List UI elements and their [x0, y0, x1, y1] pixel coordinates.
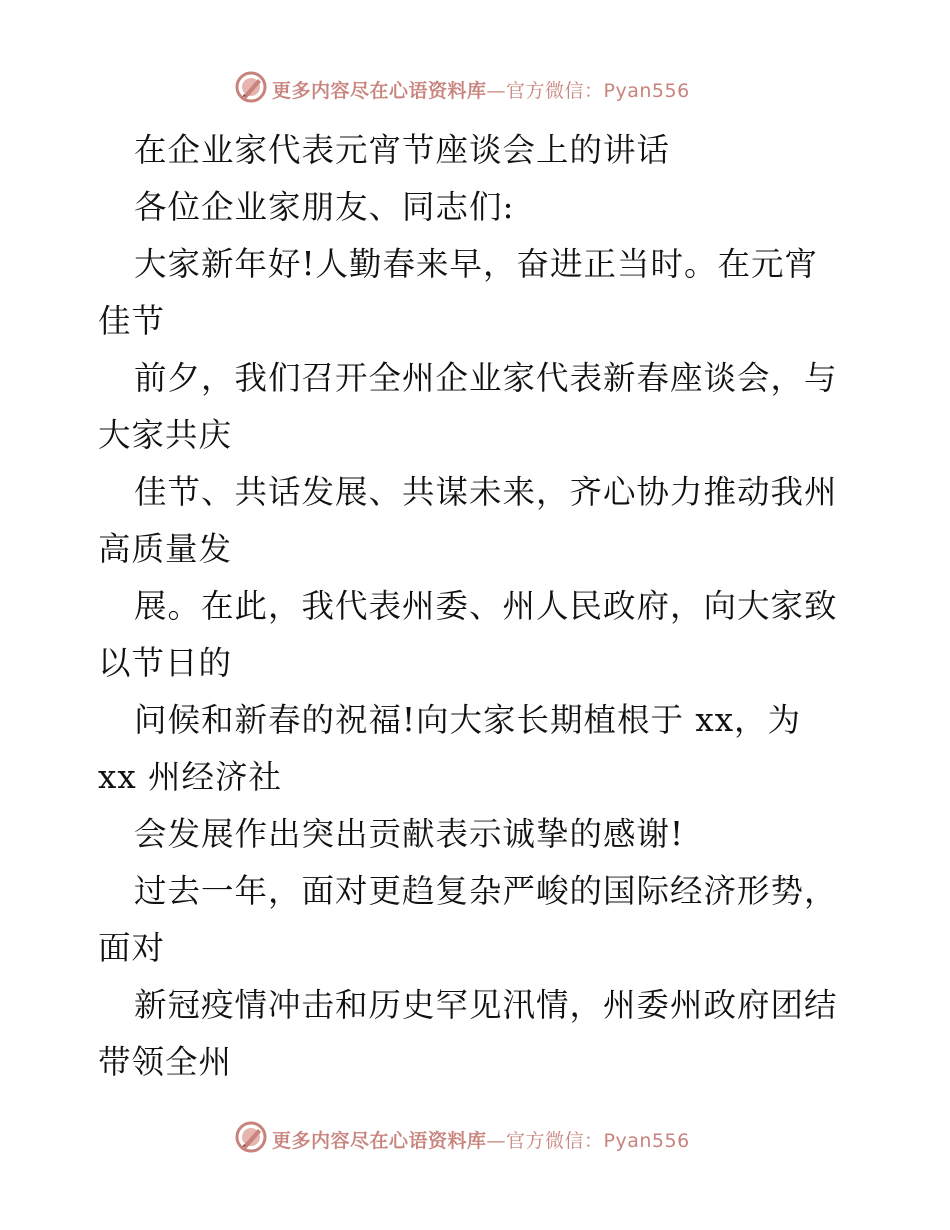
paragraph-line: 面对: [98, 929, 166, 967]
paragraph-line: 展。在此，我代表州委、州人民政府，向大家致: [134, 587, 838, 625]
paragraph-line: 以节日的: [98, 644, 233, 682]
document-title: 在企业家代表元宵节座谈会上的讲话: [134, 131, 671, 169]
salutation: 各位企业家朋友、同志们:: [134, 188, 515, 226]
paragraph-line: 带领全州: [98, 1043, 233, 1081]
paragraph-line: xx 州经济社: [98, 758, 282, 796]
paragraph-line: 佳节、共话发展、共谋未来，齐心协力推动我州: [134, 473, 838, 511]
paragraph-line: 会发展作出突出贡献表示诚挚的感谢!: [134, 815, 685, 853]
footer-banner-text: [272, 1126, 690, 1153]
paragraph-line: 大家共庆: [98, 416, 233, 454]
header-banner-wechat: 官方微信：Pyan556: [506, 80, 690, 102]
paragraph-line: 佳节: [98, 302, 166, 340]
footer-banner-wechat: 官方微信：Pyan556: [506, 1130, 690, 1152]
paragraph-line: 新冠疫情冲击和历史罕见汛情，州委州政府团结: [134, 986, 838, 1024]
footer-watermark-banner: [0, 1120, 950, 1160]
header-banner-main: 更多内容尽在心语资料库: [272, 80, 487, 102]
footer-banner-separator: —: [486, 1130, 507, 1152]
header-banner-text: [272, 76, 690, 103]
pen-circle-logo-icon: [234, 1120, 268, 1154]
pen-circle-logo-icon: [234, 70, 268, 104]
paragraph-line: 前夕，我们召开全州企业家代表新春座谈会，与: [134, 359, 838, 397]
paragraph-line: 大家新年好!人勤春来早，奋进正当时。在元宵: [134, 245, 819, 283]
footer-banner-main: 更多内容尽在心语资料库: [272, 1130, 487, 1152]
header-watermark-banner: [0, 70, 950, 110]
document-body: [98, 122, 858, 1091]
paragraph-line: 过去一年，面对更趋复杂严峻的国际经济形势，: [134, 872, 838, 910]
paragraph-line: 高质量发: [98, 530, 233, 568]
header-banner-separator: —: [486, 80, 507, 102]
paragraph-line: 问候和新春的祝福!向大家长期植根于 xx，为: [134, 701, 802, 739]
